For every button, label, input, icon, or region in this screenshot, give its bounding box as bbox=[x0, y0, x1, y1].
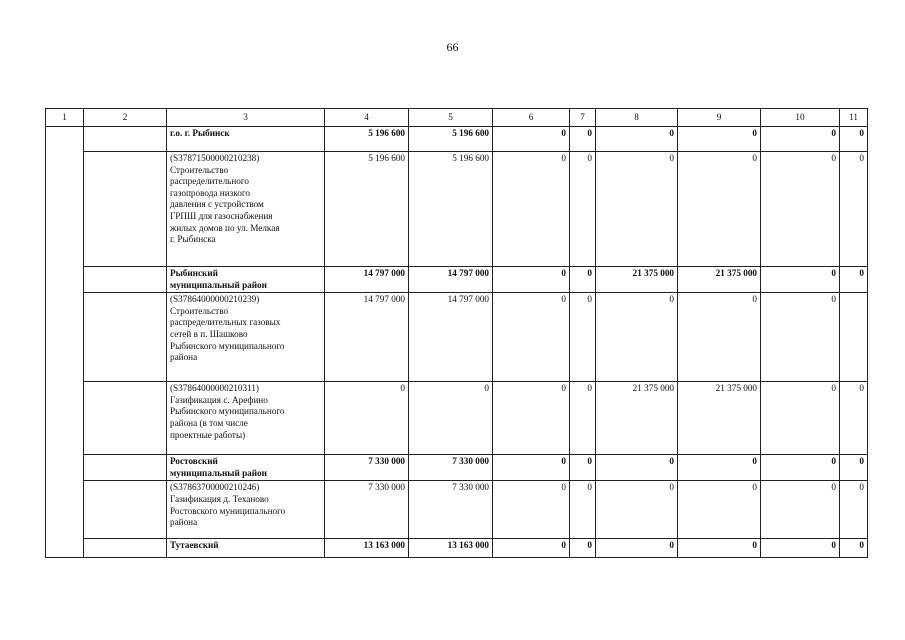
value-cell: 14 797 000 bbox=[325, 267, 409, 293]
value-cell: 0 bbox=[761, 455, 840, 481]
value-cell: 0 bbox=[570, 455, 596, 481]
value-cell: 0 bbox=[493, 152, 570, 267]
col2-cell bbox=[84, 293, 167, 382]
value-cell: 0 bbox=[840, 127, 868, 152]
header-cell: 8 bbox=[596, 109, 678, 127]
value-cell: 0 bbox=[761, 293, 840, 382]
header-cell: 11 bbox=[840, 109, 868, 127]
col2-cell bbox=[84, 152, 167, 267]
header-cell: 9 bbox=[678, 109, 761, 127]
header-cell: 3 bbox=[167, 109, 325, 127]
value-cell: 0 bbox=[840, 481, 868, 539]
name-cell: Тутаевский bbox=[167, 539, 325, 558]
table-row bbox=[46, 481, 868, 539]
value-cell bbox=[840, 293, 868, 382]
value-cell: 14 797 000 bbox=[409, 293, 493, 382]
col2-cell bbox=[84, 481, 167, 539]
value-cell: 5 196 600 bbox=[409, 127, 493, 152]
value-cell: 0 bbox=[596, 127, 678, 152]
col2-cell bbox=[84, 455, 167, 481]
value-cell: 0 bbox=[493, 539, 570, 558]
value-cell: 0 bbox=[570, 293, 596, 382]
value-cell: 0 bbox=[840, 267, 868, 293]
value-cell: 0 bbox=[325, 382, 409, 455]
value-cell: 0 bbox=[570, 127, 596, 152]
col1-cell bbox=[46, 127, 84, 558]
value-cell: 0 bbox=[493, 127, 570, 152]
value-cell: 0 bbox=[761, 152, 840, 267]
table-row bbox=[46, 382, 868, 455]
value-cell: 0 bbox=[570, 481, 596, 539]
value-cell: 0 bbox=[493, 481, 570, 539]
value-cell: 13 163 000 bbox=[325, 539, 409, 558]
value-cell: 0 bbox=[596, 481, 678, 539]
col2-cell bbox=[84, 539, 167, 558]
value-cell: 0 bbox=[493, 293, 570, 382]
value-cell: 21 375 000 bbox=[596, 382, 678, 455]
value-cell: 0 bbox=[493, 267, 570, 293]
name-cell: Рыбинский муниципальный район bbox=[167, 267, 325, 293]
value-cell: 0 bbox=[596, 539, 678, 558]
value-cell: 0 bbox=[761, 127, 840, 152]
value-cell: 0 bbox=[678, 481, 761, 539]
table-row bbox=[46, 267, 868, 293]
value-cell: 7 330 000 bbox=[409, 455, 493, 481]
table-row bbox=[46, 539, 868, 558]
table-row bbox=[46, 293, 868, 382]
name-cell: (S37863700000210246) Газификация д. Теханово Ростовского муниципального района bbox=[167, 481, 325, 539]
value-cell: 0 bbox=[570, 152, 596, 267]
value-cell: 5 196 600 bbox=[325, 152, 409, 267]
value-cell: 0 bbox=[678, 127, 761, 152]
col2-cell bbox=[84, 127, 167, 152]
value-cell: 21 375 000 bbox=[596, 267, 678, 293]
name-cell: г.о. г. Рыбинск bbox=[167, 127, 325, 152]
name-cell: Ростовский муниципальный район bbox=[167, 455, 325, 481]
header-cell: 2 bbox=[84, 109, 167, 127]
value-cell: 0 bbox=[678, 293, 761, 382]
value-cell: 0 bbox=[596, 455, 678, 481]
table-header-row bbox=[46, 109, 868, 127]
name-cell: (S37871500000210238) Строительство распределительного газопровода низкого давления с устройством ГРПШ для газоснабжения жилых домов по ул. Мелкая г. Рыбинска bbox=[167, 152, 325, 267]
value-cell: 0 bbox=[570, 539, 596, 558]
table-row bbox=[46, 455, 868, 481]
value-cell: 0 bbox=[840, 539, 868, 558]
value-cell: 0 bbox=[570, 267, 596, 293]
value-cell: 0 bbox=[493, 455, 570, 481]
value-cell: 13 163 000 bbox=[409, 539, 493, 558]
col2-cell bbox=[84, 382, 167, 455]
header-cell: 5 bbox=[409, 109, 493, 127]
name-cell: (S37864000000210239) Строительство распределительных газовых сетей в п. Шашково Рыбинского муниципального района bbox=[167, 293, 325, 382]
value-cell: 7 330 000 bbox=[325, 481, 409, 539]
value-cell: 0 bbox=[570, 382, 596, 455]
value-cell: 21 375 000 bbox=[678, 267, 761, 293]
budget-table bbox=[45, 108, 868, 558]
value-cell: 0 bbox=[840, 455, 868, 481]
table-row bbox=[46, 152, 868, 267]
value-cell: 5 196 600 bbox=[325, 127, 409, 152]
value-cell: 0 bbox=[840, 382, 868, 455]
header-cell: 4 bbox=[325, 109, 409, 127]
value-cell: 0 bbox=[761, 382, 840, 455]
page-number: 66 bbox=[446, 40, 459, 54]
header-cell: 10 bbox=[761, 109, 840, 127]
value-cell: 14 797 000 bbox=[409, 267, 493, 293]
header-cell: 7 bbox=[570, 109, 596, 127]
value-cell: 0 bbox=[678, 455, 761, 481]
value-cell: 0 bbox=[493, 382, 570, 455]
value-cell: 7 330 000 bbox=[325, 455, 409, 481]
value-cell: 14 797 000 bbox=[325, 293, 409, 382]
col2-cell bbox=[84, 267, 167, 293]
name-cell: (S37864000000210311) Газификация с. Арефино Рыбинского муниципального района (в том числе проектные работы) bbox=[167, 382, 325, 455]
value-cell: 0 bbox=[761, 267, 840, 293]
value-cell: 5 196 600 bbox=[409, 152, 493, 267]
header-cell: 1 bbox=[46, 109, 84, 127]
table-row bbox=[46, 127, 868, 152]
value-cell: 0 bbox=[596, 152, 678, 267]
value-cell: 0 bbox=[761, 539, 840, 558]
value-cell: 21 375 000 bbox=[678, 382, 761, 455]
value-cell: 0 bbox=[678, 152, 761, 267]
header-cell: 6 bbox=[493, 109, 570, 127]
value-cell: 0 bbox=[761, 481, 840, 539]
value-cell: 0 bbox=[596, 293, 678, 382]
value-cell: 0 bbox=[840, 152, 868, 267]
value-cell: 0 bbox=[409, 382, 493, 455]
value-cell: 0 bbox=[678, 539, 761, 558]
value-cell: 7 330 000 bbox=[409, 481, 493, 539]
